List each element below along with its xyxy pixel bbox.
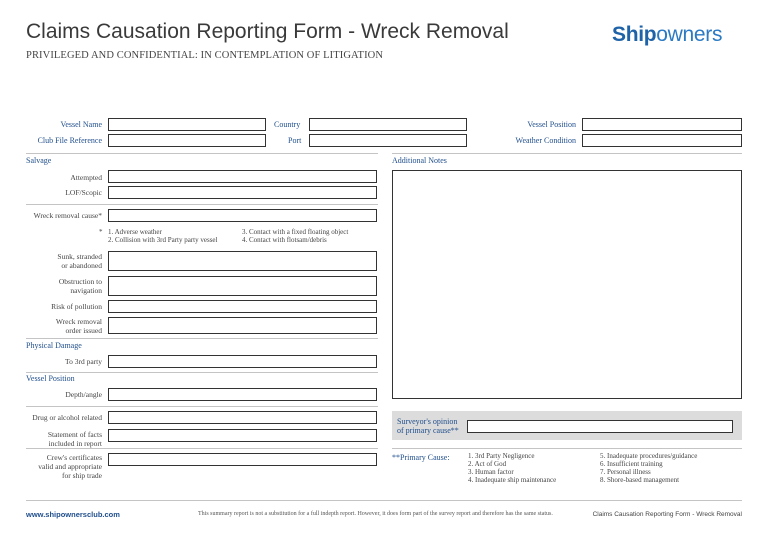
primary-cause-item: 3. Human factor — [468, 468, 514, 476]
cause-option-4: 4. Contact with flotsam/debris — [242, 236, 327, 244]
primary-cause-item: 8. Shore-based management — [600, 476, 680, 484]
footer-disclaimer: This summary report is not a substitution for a full indepth report. However, it does form part of the survey report and therefore has the same status. — [198, 511, 553, 517]
crew-certificates-label-line2: valid and appropriate — [38, 462, 102, 471]
sunk-label-line2: or abandoned — [61, 261, 102, 270]
primary-cause-item: 4. Inadequate ship maintenance — [468, 476, 557, 484]
cause-option-1: 1. Adverse weather — [108, 228, 162, 236]
drug-alcohol-field[interactable] — [108, 411, 377, 424]
third-party-field[interactable] — [108, 355, 377, 368]
obstruction-label-line2: navigation — [70, 286, 102, 295]
port-field[interactable] — [309, 134, 467, 147]
logo-light-text: owners — [656, 23, 723, 46]
obstruction-field[interactable] — [108, 276, 377, 296]
primary-cause-item: 5. Inadequate procedures/guidance — [600, 452, 698, 460]
obstruction-label — [59, 277, 102, 295]
primary-cause-item: 1. 3rd Party Negligence — [468, 452, 535, 460]
wreck-order-field[interactable] — [108, 317, 377, 334]
club-file-reference-field[interactable] — [108, 134, 266, 147]
divider — [392, 153, 742, 154]
cause-option-3: 3. Contact with a fixed floating object — [242, 228, 349, 236]
divider — [26, 372, 378, 373]
lof-scopic-label: LOF/Scopic — [65, 188, 102, 197]
sunk-label — [57, 252, 102, 270]
physical-damage-heading: Physical Damage — [26, 341, 82, 350]
weather-condition-field[interactable] — [582, 134, 742, 147]
crew-certificates-field[interactable] — [108, 453, 377, 466]
footer-form-title: Claims Causation Reporting Form - Wreck Removal — [592, 511, 742, 518]
page-title: Claims Causation Reporting Form - Wreck Removal — [26, 20, 509, 43]
surveyor-opinion-field[interactable] — [467, 420, 733, 433]
depth-angle-label: Depth/angle — [65, 390, 102, 399]
wreck-removal-cause-field[interactable] — [108, 209, 377, 222]
lof-scopic-field[interactable] — [108, 186, 377, 199]
vessel-position-heading: Vessel Position — [26, 374, 75, 383]
cause-footnote-star: * — [99, 228, 103, 236]
logo-bold-text: Ship — [612, 23, 657, 46]
salvage-heading: Salvage — [26, 156, 52, 165]
primary-cause-list-1 — [468, 452, 556, 484]
divider — [26, 448, 378, 449]
vessel-name-field[interactable] — [108, 118, 266, 131]
statement-facts-label-line2: included in report — [48, 439, 102, 448]
port-label: Port — [288, 136, 302, 145]
weather-condition-label: Weather Condition — [515, 136, 576, 145]
vessel-position-field[interactable] — [582, 118, 742, 131]
club-file-reference-label: Club File Reference — [37, 136, 102, 145]
country-field[interactable] — [309, 118, 467, 131]
risk-pollution-label: Risk of pollution — [51, 302, 102, 311]
vessel-name-label: Vessel Name — [60, 120, 102, 129]
divider — [26, 153, 378, 154]
surveyor-opinion-label-line1: Surveyor's opinion — [397, 417, 458, 426]
depth-angle-field[interactable] — [108, 388, 377, 401]
statement-facts-label-line1: Statement of facts — [47, 430, 102, 439]
primary-cause-list-2 — [600, 452, 697, 484]
shipowners-logo — [612, 23, 722, 47]
crew-certificates-label-line1: Crew's certificates — [46, 453, 102, 462]
primary-cause-item: 6. Insufficient training — [600, 460, 663, 468]
additional-notes-label: Additional Notes — [392, 156, 447, 165]
drug-alcohol-label: Drug or alcohol related — [32, 413, 102, 422]
vessel-position-label: Vessel Position — [527, 120, 576, 129]
wreck-order-label-line2: order issued — [65, 326, 102, 335]
cause-option-2: 2. Collision with 3rd Party party vessel — [108, 236, 218, 244]
risk-pollution-field[interactable] — [108, 300, 377, 313]
additional-notes-field[interactable] — [392, 170, 742, 399]
crew-certificates-label-line3: for ship trade — [62, 471, 102, 480]
third-party-label: To 3rd party — [65, 357, 102, 366]
website-link[interactable]: www.shipownersclub.com — [26, 510, 120, 519]
crew-certificates-label — [38, 453, 102, 480]
primary-cause-item: 2. Act of God — [468, 460, 507, 468]
sunk-label-line1: Sunk, stranded — [57, 252, 102, 261]
wreck-removal-cause-label: Wreck removal cause* — [33, 211, 102, 220]
divider — [26, 204, 378, 205]
page-subtitle: PRIVILEGED AND CONFIDENTIAL: IN CONTEMPLATION OF LITIGATION — [26, 50, 384, 61]
obstruction-label-line1: Obstruction to — [58, 277, 102, 286]
attempted-field[interactable] — [108, 170, 377, 183]
surveyor-opinion-label-line2: of primary cause** — [397, 426, 459, 435]
wreck-order-label — [56, 317, 102, 335]
divider — [392, 448, 742, 449]
primary-cause-label: **Primary Cause: — [392, 453, 450, 462]
statement-facts-field[interactable] — [108, 429, 377, 442]
statement-facts-label — [48, 430, 102, 448]
footer-divider — [26, 500, 742, 501]
wreck-order-label-line1: Wreck removal — [55, 317, 102, 326]
surveyor-opinion-label — [397, 417, 459, 435]
primary-cause-item: 7. Personal illness — [600, 468, 651, 476]
attempted-label: Attempted — [70, 173, 102, 182]
country-label: Country — [274, 120, 301, 129]
divider — [26, 338, 378, 339]
divider — [26, 406, 378, 407]
sunk-field[interactable] — [108, 251, 377, 271]
